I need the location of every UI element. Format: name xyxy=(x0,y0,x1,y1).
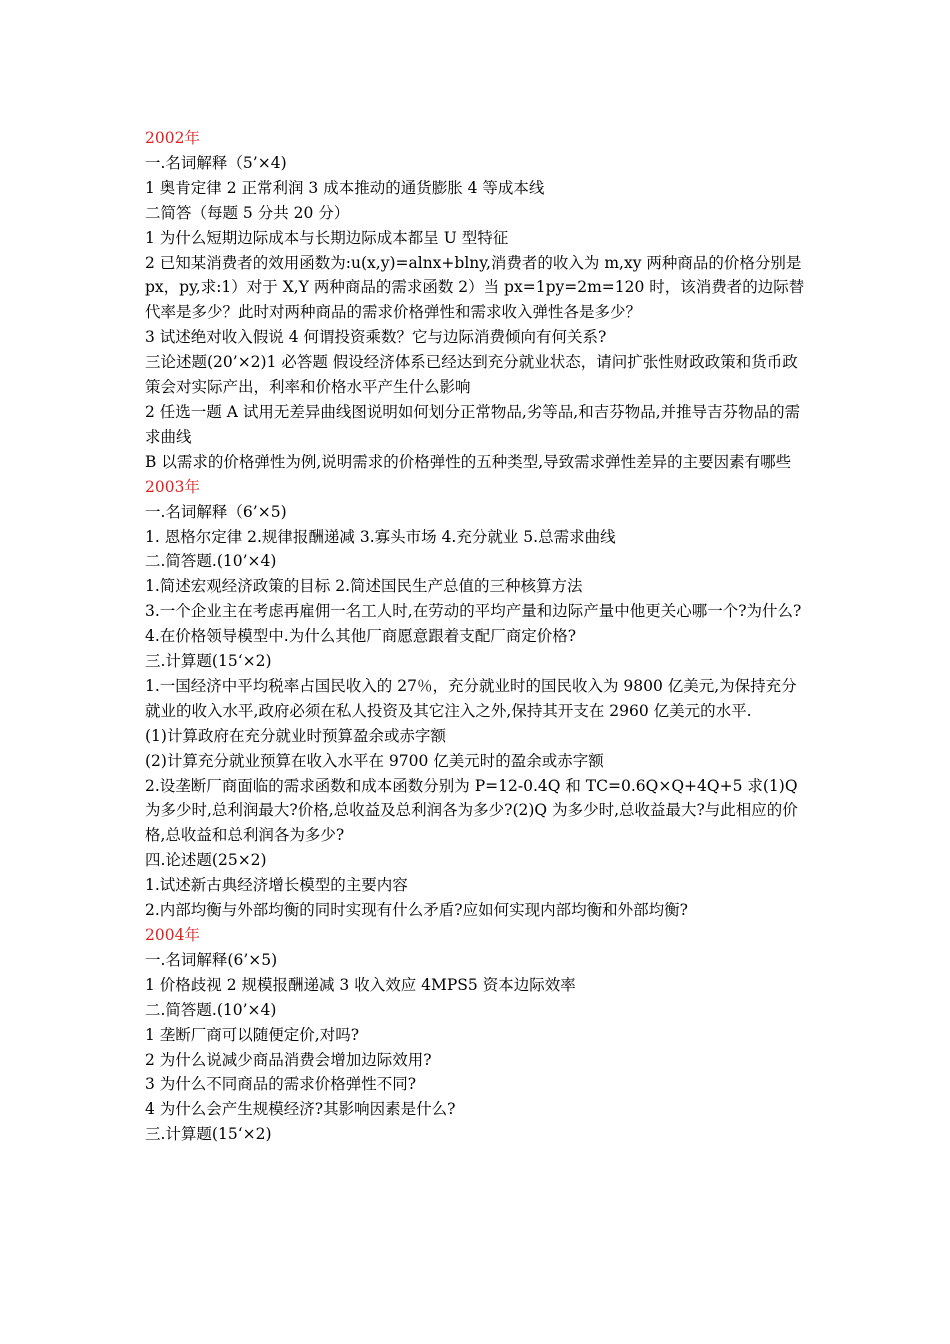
text-line: 2 任选一题 A 试用无差异曲线图说明如何划分正常物品,劣等品,和吉芬物品,并推导吉芬物品的需求曲线 xyxy=(145,402,801,446)
year-heading: 2003年 xyxy=(145,477,200,496)
text-line: 1.简述宏观经济政策的目标 2.简述国民生产总值的三种核算方法 xyxy=(145,577,583,596)
document-body xyxy=(145,126,810,1147)
text-line: 4 为什么会产生规模经济?其影响因素是什么? xyxy=(145,1100,456,1119)
section-2002 xyxy=(145,126,810,475)
text-line: 三论述题(20’×2)1 必答题 假设经济体系已经达到充分就业状态，请问扩张性财政政策和货币政策会对实际产出，利率和价格水平产生什么影响 xyxy=(145,353,798,397)
text-line: 2 已知某消费者的效用函数为:u(x,y)=alnx+blny,消费者的收入为 m,xy 两种商品的价格分别是 px，py,求:1）对于 X,Y 两种商品的需求函数 2）当 px=1py=2m=120 时，该消费者的边际替代率是多少？此时对两种商品的需求价格弹性和需求收入弹性各是多少？ xyxy=(145,253,805,322)
text-line: 三.计算题(15‘×2) xyxy=(145,652,272,671)
text-line: 1.一国经济中平均税率占国民收入的 27％，充分就业时的国民收入为 9800 亿美元,为保持充分就业的收入水平,政府必须在私人投资及其它注入之外,保持其开支在 2960 亿美元的水平. xyxy=(145,676,797,720)
text-line: 1. 恩格尔定律 2.规律报酬递减 3.寡头市场 4.充分就业 5.总需求曲线 xyxy=(145,527,616,546)
text-line: 3 试述绝对收入假说 4 何谓投资乘数？它与边际消费倾向有何关系? xyxy=(145,328,607,347)
text-line: 四.论述题(25×2) xyxy=(145,851,267,870)
text-line: 2.设垄断厂商面临的需求函数和成本函数分别为 P=12-0.4Q 和 TC=0.6Q×Q+4Q+5 求(1)Q 为多少时,总利润最大?价格,总收益及总利润各为多少?(2)Q 为多少时,总收益最大?与此相应的价格,总收益和总利润各为多少? xyxy=(145,776,798,845)
text-line: 二.简答题.(10’×4) xyxy=(145,1000,277,1019)
section-2004 xyxy=(145,923,810,1147)
text-line: 1 价格歧视 2 规模报酬递减 3 收入效应 4MPS5 资本边际效率 xyxy=(145,975,576,994)
text-line: 二简答（每题 5 分共 20 分） xyxy=(145,203,350,222)
text-line: 2 为什么说减少商品消费会增加边际效用? xyxy=(145,1050,432,1069)
text-line: 1.试述新古典经济增长模型的主要内容 xyxy=(145,876,408,895)
text-line: 1 奥肯定律 2 正常利润 3 成本推动的通货膨胀 4 等成本线 xyxy=(145,178,545,197)
text-line: 2.内部均衡与外部均衡的同时实现有什么矛盾?应如何实现内部均衡和外部均衡? xyxy=(145,901,688,920)
text-line: (1)计算政府在充分就业时预算盈余或赤字额 xyxy=(145,726,446,745)
text-line: 三.计算题(15‘×2) xyxy=(145,1125,272,1144)
text-line: 3.一个企业主在考虑再雇佣一名工人时,在劳动的平均产量和边际产量中他更关心哪一个?为什么? xyxy=(145,602,802,621)
text-line: 4.在价格领导模型中.为什么其他厂商愿意跟着支配厂商定价格? xyxy=(145,627,577,646)
year-heading: 2004年 xyxy=(145,926,200,944)
text-line: 一.名词解释（5’×4) xyxy=(145,153,287,172)
text-line: 3 为什么不同商品的需求价格弹性不同? xyxy=(145,1075,417,1094)
text-line: 一.名词解释(6’×5) xyxy=(145,950,278,969)
text-line: B 以需求的价格弹性为例,说明需求的价格弹性的五种类型,导致需求弹性差异的主要因素有哪些 xyxy=(145,452,792,471)
text-line: (2)计算充分就业预算在收入水平在 9700 亿美元时的盈余或赤字额 xyxy=(145,751,604,770)
text-line: 1 为什么短期边际成本与长期边际成本都呈 U 型特征 xyxy=(145,228,509,247)
text-line: 1 垄断厂商可以随便定价,对吗? xyxy=(145,1025,360,1044)
year-heading: 2002年 xyxy=(145,129,200,147)
text-line: 二.简答题.(10’×4) xyxy=(145,552,277,571)
section-2003 xyxy=(145,475,810,923)
text-line: 一.名词解释（6’×5) xyxy=(145,502,287,521)
